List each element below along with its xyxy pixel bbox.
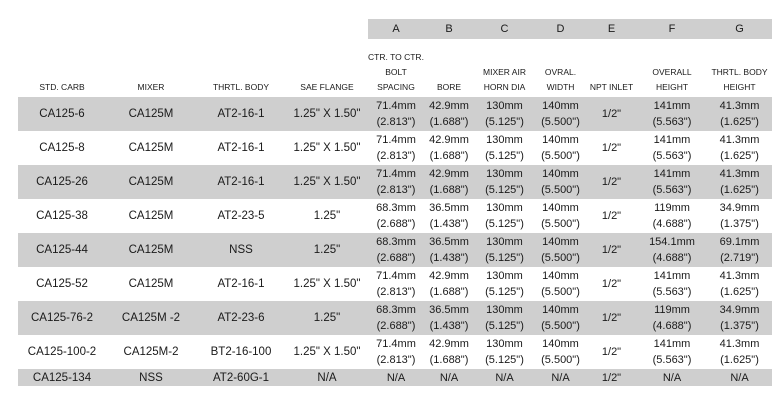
cell-value-metric: 71.4mm [376, 338, 416, 350]
cell-value-metric: 141mm [653, 338, 691, 350]
cell-value-imperial: (5.125") [485, 150, 524, 162]
cell-value-imperial: (1.625") [720, 150, 759, 162]
cell-carb: CA125-6 [18, 97, 106, 131]
cell-g [707, 335, 772, 369]
cell-g [707, 131, 772, 165]
cell-value-metric: 41.3mm [719, 100, 760, 112]
cell-value-imperial: (1.625") [720, 184, 759, 196]
column-header: BORE [436, 82, 462, 92]
cell-value-metric: 42.9mm [429, 100, 469, 112]
column-header-row [18, 39, 772, 97]
cell-c [474, 131, 535, 165]
cell-value-imperial: (2.813") [376, 116, 416, 128]
cell-f [637, 335, 707, 369]
column-header: OVRAL. WIDTH [544, 67, 577, 92]
cell-value-metric: 34.9mm [719, 202, 760, 214]
cell-body: AT2-16-1 [196, 165, 286, 199]
column-letter: B [424, 19, 474, 39]
cell-value-metric: 1/2" [601, 108, 622, 120]
cell-value-metric: 68.3mm [376, 236, 416, 248]
cell-e [586, 335, 637, 369]
carburetor-spec-table [18, 19, 772, 386]
column-header: THRTL. BODY HEIGHT [711, 67, 768, 92]
cell-g [707, 267, 772, 301]
cell-value-imperial: (1.688") [429, 150, 469, 162]
table-row [18, 369, 772, 386]
cell-value-imperial: (4.688") [652, 320, 692, 332]
cell-f [637, 97, 707, 131]
cell-value-metric: N/A [386, 371, 406, 384]
cell-body: AT2-16-1 [196, 97, 286, 131]
cell-value-metric: 140mm [542, 100, 579, 112]
cell-value-imperial: (2.813") [376, 354, 416, 366]
cell-value-metric: 1/2" [601, 312, 622, 324]
cell-value-imperial: (1.438") [429, 320, 469, 332]
cell-c [474, 199, 535, 233]
cell-d [535, 165, 586, 199]
cell-c [474, 97, 535, 131]
cell-mixer: NSS [106, 369, 196, 386]
cell-carb: CA125-52 [36, 278, 88, 290]
cell-value-metric: 141mm [653, 100, 691, 112]
cell-body: AT2-16-1 [217, 142, 265, 154]
cell-value-imperial: (1.625") [720, 286, 759, 298]
cell-a [368, 165, 424, 199]
cell-value-imperial: (1.688") [429, 354, 469, 366]
cell-f [637, 369, 707, 386]
cell-e [586, 369, 637, 386]
column-letter: E [586, 19, 637, 39]
table-row [18, 131, 772, 165]
cell-value-imperial: (5.500") [541, 252, 580, 264]
cell-a [368, 131, 424, 165]
cell-e [586, 97, 637, 131]
cell-d [535, 199, 586, 233]
cell-flange: 1.25" X 1.50" [293, 278, 361, 290]
cell-e [586, 199, 637, 233]
cell-value-metric: 119mm [654, 304, 690, 316]
cell-value-metric: 140mm [542, 236, 579, 248]
cell-carb: CA125-76-2 [18, 301, 106, 335]
column-letter: G [707, 19, 772, 39]
cell-value-imperial: (5.500") [541, 116, 580, 128]
cell-value-imperial: (1.625") [720, 116, 759, 128]
cell-g [707, 233, 772, 267]
cell-f [637, 199, 707, 233]
cell-value-metric: 69.1mm [719, 236, 760, 248]
cell-value-metric: 71.4mm [376, 168, 416, 180]
cell-body: BT2-16-100 [210, 346, 272, 358]
cell-value-metric: 1/2" [601, 371, 622, 384]
cell-value-metric: 36.5mm [429, 236, 469, 248]
cell-carb: CA125-134 [18, 369, 106, 386]
cell-value-metric: 140mm [542, 338, 579, 350]
cell-value-metric: 140mm [542, 134, 579, 146]
cell-body: AT2-23-5 [217, 210, 265, 222]
cell-value-metric: 130mm [486, 270, 523, 282]
cell-c [474, 369, 535, 386]
cell-value-imperial: (5.563") [652, 286, 692, 298]
cell-flange: 1.25" [313, 210, 341, 222]
cell-value-imperial: (1.375") [720, 218, 759, 230]
cell-f [637, 233, 707, 267]
column-header: OVERALL HEIGHT [652, 67, 692, 92]
cell-value-imperial: (5.500") [541, 184, 580, 196]
cell-value-metric: 68.3mm [376, 304, 416, 316]
cell-value-metric: 141mm [653, 270, 691, 282]
cell-body: AT2-23-6 [196, 301, 286, 335]
column-header: NPT INLET [589, 82, 634, 92]
cell-c [474, 267, 535, 301]
cell-d [535, 369, 586, 386]
cell-value-metric: 130mm [486, 168, 523, 180]
cell-flange: 1.25" X 1.50" [293, 346, 361, 358]
cell-flange: 1.25" [286, 301, 368, 335]
cell-value-imperial: (4.688") [652, 218, 692, 230]
cell-value-metric: N/A [662, 371, 682, 384]
cell-value-imperial: (5.563") [652, 184, 692, 196]
cell-value-metric: 36.5mm [429, 202, 469, 214]
cell-mixer: CA125M [128, 278, 174, 290]
cell-value-imperial: (5.500") [541, 218, 580, 230]
cell-g [707, 369, 772, 386]
cell-mixer: CA125M-2 [123, 346, 179, 358]
cell-value-metric: 130mm [486, 304, 523, 316]
cell-value-metric: 154.1mm [649, 236, 695, 248]
cell-mixer: CA125M [128, 210, 174, 222]
cell-value-metric: 141mm [653, 168, 691, 180]
cell-value-metric: 41.3mm [719, 134, 760, 146]
cell-b [424, 97, 474, 131]
cell-b [424, 267, 474, 301]
cell-value-metric: 1/2" [601, 244, 622, 256]
cell-value-imperial: (2.813") [376, 184, 416, 196]
cell-value-metric: 34.9mm [719, 304, 760, 316]
cell-value-metric: 71.4mm [376, 134, 416, 146]
cell-value-imperial: (5.125") [485, 116, 524, 128]
cell-value-metric: N/A [495, 371, 514, 384]
cell-value-imperial: (5.125") [485, 286, 524, 298]
column-letter: F [637, 19, 707, 39]
cell-e [586, 131, 637, 165]
cell-value-metric: 140mm [542, 270, 579, 282]
cell-value-metric: 41.3mm [719, 270, 760, 282]
cell-a [368, 267, 424, 301]
cell-mixer: CA125M [106, 165, 196, 199]
cell-f [637, 267, 707, 301]
cell-value-imperial: (4.688") [652, 252, 692, 264]
cell-e [586, 267, 637, 301]
cell-value-metric: 1/2" [601, 142, 622, 154]
cell-carb: CA125-26 [18, 165, 106, 199]
cell-g [707, 97, 772, 131]
cell-value-metric: 42.9mm [429, 270, 469, 282]
cell-value-metric: 130mm [486, 236, 523, 248]
cell-g [707, 165, 772, 199]
cell-value-metric: 141mm [653, 134, 691, 146]
cell-value-imperial: (5.125") [485, 252, 524, 264]
cell-value-imperial: (1.688") [429, 184, 469, 196]
column-letter: C [474, 19, 535, 39]
cell-a [368, 301, 424, 335]
cell-value-metric: 71.4mm [376, 270, 416, 282]
cell-value-metric: 140mm [542, 202, 579, 214]
cell-flange: 1.25" X 1.50" [286, 165, 368, 199]
cell-value-metric: 71.4mm [376, 100, 416, 112]
table-row [18, 267, 772, 301]
cell-g [707, 301, 772, 335]
cell-d [535, 131, 586, 165]
cell-a [368, 335, 424, 369]
cell-e [586, 165, 637, 199]
cell-c [474, 233, 535, 267]
cell-body: AT2-16-1 [217, 278, 265, 290]
cell-value-imperial: (5.563") [652, 150, 692, 162]
cell-value-metric: N/A [730, 371, 749, 384]
cell-b [424, 369, 474, 386]
cell-value-metric: 140mm [542, 304, 579, 316]
column-letter: D [535, 19, 586, 39]
cell-value-imperial: (1.688") [429, 116, 469, 128]
cell-value-metric: 1/2" [601, 176, 622, 188]
cell-value-imperial: (5.125") [485, 184, 524, 196]
cell-value-imperial: (5.563") [652, 354, 692, 366]
cell-g [707, 199, 772, 233]
cell-mixer: CA125M [106, 233, 196, 267]
table-row [18, 199, 772, 233]
cell-body: AT2-60G-1 [196, 369, 286, 386]
cell-b [424, 199, 474, 233]
cell-a [368, 233, 424, 267]
cell-value-metric: 130mm [486, 100, 523, 112]
column-letter-row [18, 19, 772, 39]
cell-d [535, 97, 586, 131]
cell-b [424, 301, 474, 335]
cell-d [535, 267, 586, 301]
column-header: MIXER AIR HORN DIA [483, 67, 526, 92]
cell-value-metric: 68.3mm [376, 202, 416, 214]
cell-value-metric: 140mm [542, 168, 579, 180]
cell-e [586, 233, 637, 267]
column-header: CTR. TO CTR. BOLT SPACING [368, 52, 424, 92]
cell-e [586, 301, 637, 335]
cell-flange: 1.25" [286, 233, 368, 267]
table-row [18, 335, 772, 369]
cell-value-metric: N/A [551, 371, 570, 384]
cell-carb: CA125-38 [36, 210, 88, 222]
cell-mixer: CA125M -2 [106, 301, 196, 335]
cell-value-metric: 1/2" [601, 210, 622, 222]
cell-value-imperial: (5.125") [485, 218, 524, 230]
cell-d [535, 233, 586, 267]
cell-value-metric: 42.9mm [429, 134, 469, 146]
cell-carb: CA125-44 [18, 233, 106, 267]
cell-f [637, 165, 707, 199]
cell-carb: CA125-100-2 [27, 346, 97, 358]
cell-d [535, 301, 586, 335]
cell-flange: 1.25" X 1.50" [293, 142, 361, 154]
cell-f [637, 131, 707, 165]
column-header: MIXER [137, 82, 165, 92]
cell-value-imperial: (2.813") [376, 286, 416, 298]
cell-value-imperial: (5.500") [541, 150, 580, 162]
cell-value-metric: 119mm [654, 202, 690, 214]
cell-value-imperial: (2.688") [376, 320, 416, 332]
cell-mixer: CA125M [106, 97, 196, 131]
table-row [18, 301, 772, 335]
column-header: STD. CARB [39, 82, 85, 92]
cell-b [424, 233, 474, 267]
cell-b [424, 165, 474, 199]
cell-value-metric: 36.5mm [429, 304, 469, 316]
cell-value-metric: N/A [439, 371, 459, 384]
table-row [18, 233, 772, 267]
cell-value-imperial: (5.125") [485, 320, 524, 332]
cell-value-imperial: (2.813") [376, 150, 416, 162]
cell-value-imperial: (1.688") [429, 286, 469, 298]
cell-c [474, 301, 535, 335]
cell-c [474, 165, 535, 199]
cell-value-imperial: (1.438") [429, 252, 469, 264]
cell-carb: CA125-8 [39, 142, 85, 154]
cell-value-metric: 130mm [486, 338, 523, 350]
cell-a [368, 199, 424, 233]
cell-value-imperial: (5.500") [541, 320, 580, 332]
cell-value-imperial: (2.688") [376, 218, 416, 230]
cell-value-metric: 42.9mm [429, 338, 469, 350]
column-header: THRTL. BODY [212, 82, 270, 92]
cell-d [535, 335, 586, 369]
cell-a [368, 369, 424, 386]
cell-value-metric: 42.9mm [429, 168, 469, 180]
cell-value-imperial: (1.625") [720, 354, 759, 366]
cell-b [424, 131, 474, 165]
cell-flange: 1.25" X 1.50" [286, 97, 368, 131]
cell-c [474, 335, 535, 369]
cell-value-metric: 41.3mm [719, 168, 760, 180]
cell-value-metric: 130mm [486, 134, 523, 146]
cell-body: NSS [196, 233, 286, 267]
cell-value-imperial: (1.375") [720, 320, 759, 332]
cell-value-imperial: (5.125") [485, 354, 524, 366]
cell-value-metric: 130mm [486, 202, 523, 214]
table-row [18, 165, 772, 199]
cell-value-imperial: (5.563") [652, 116, 692, 128]
cell-value-metric: 1/2" [601, 278, 622, 290]
cell-flange: N/A [286, 369, 368, 386]
cell-value-imperial: (5.500") [541, 286, 580, 298]
cell-a [368, 97, 424, 131]
column-letter: A [368, 19, 424, 39]
table-row [18, 97, 772, 131]
cell-value-imperial: (5.500") [541, 354, 580, 366]
cell-f [637, 301, 707, 335]
cell-mixer: CA125M [128, 142, 174, 154]
cell-value-metric: 41.3mm [719, 338, 760, 350]
cell-value-imperial: (2.688") [376, 252, 416, 264]
column-header: SAE FLANGE [300, 82, 354, 92]
cell-value-imperial: (2.719") [720, 252, 759, 264]
cell-b [424, 335, 474, 369]
cell-value-metric: 1/2" [601, 346, 622, 358]
cell-value-imperial: (1.438") [429, 218, 469, 230]
